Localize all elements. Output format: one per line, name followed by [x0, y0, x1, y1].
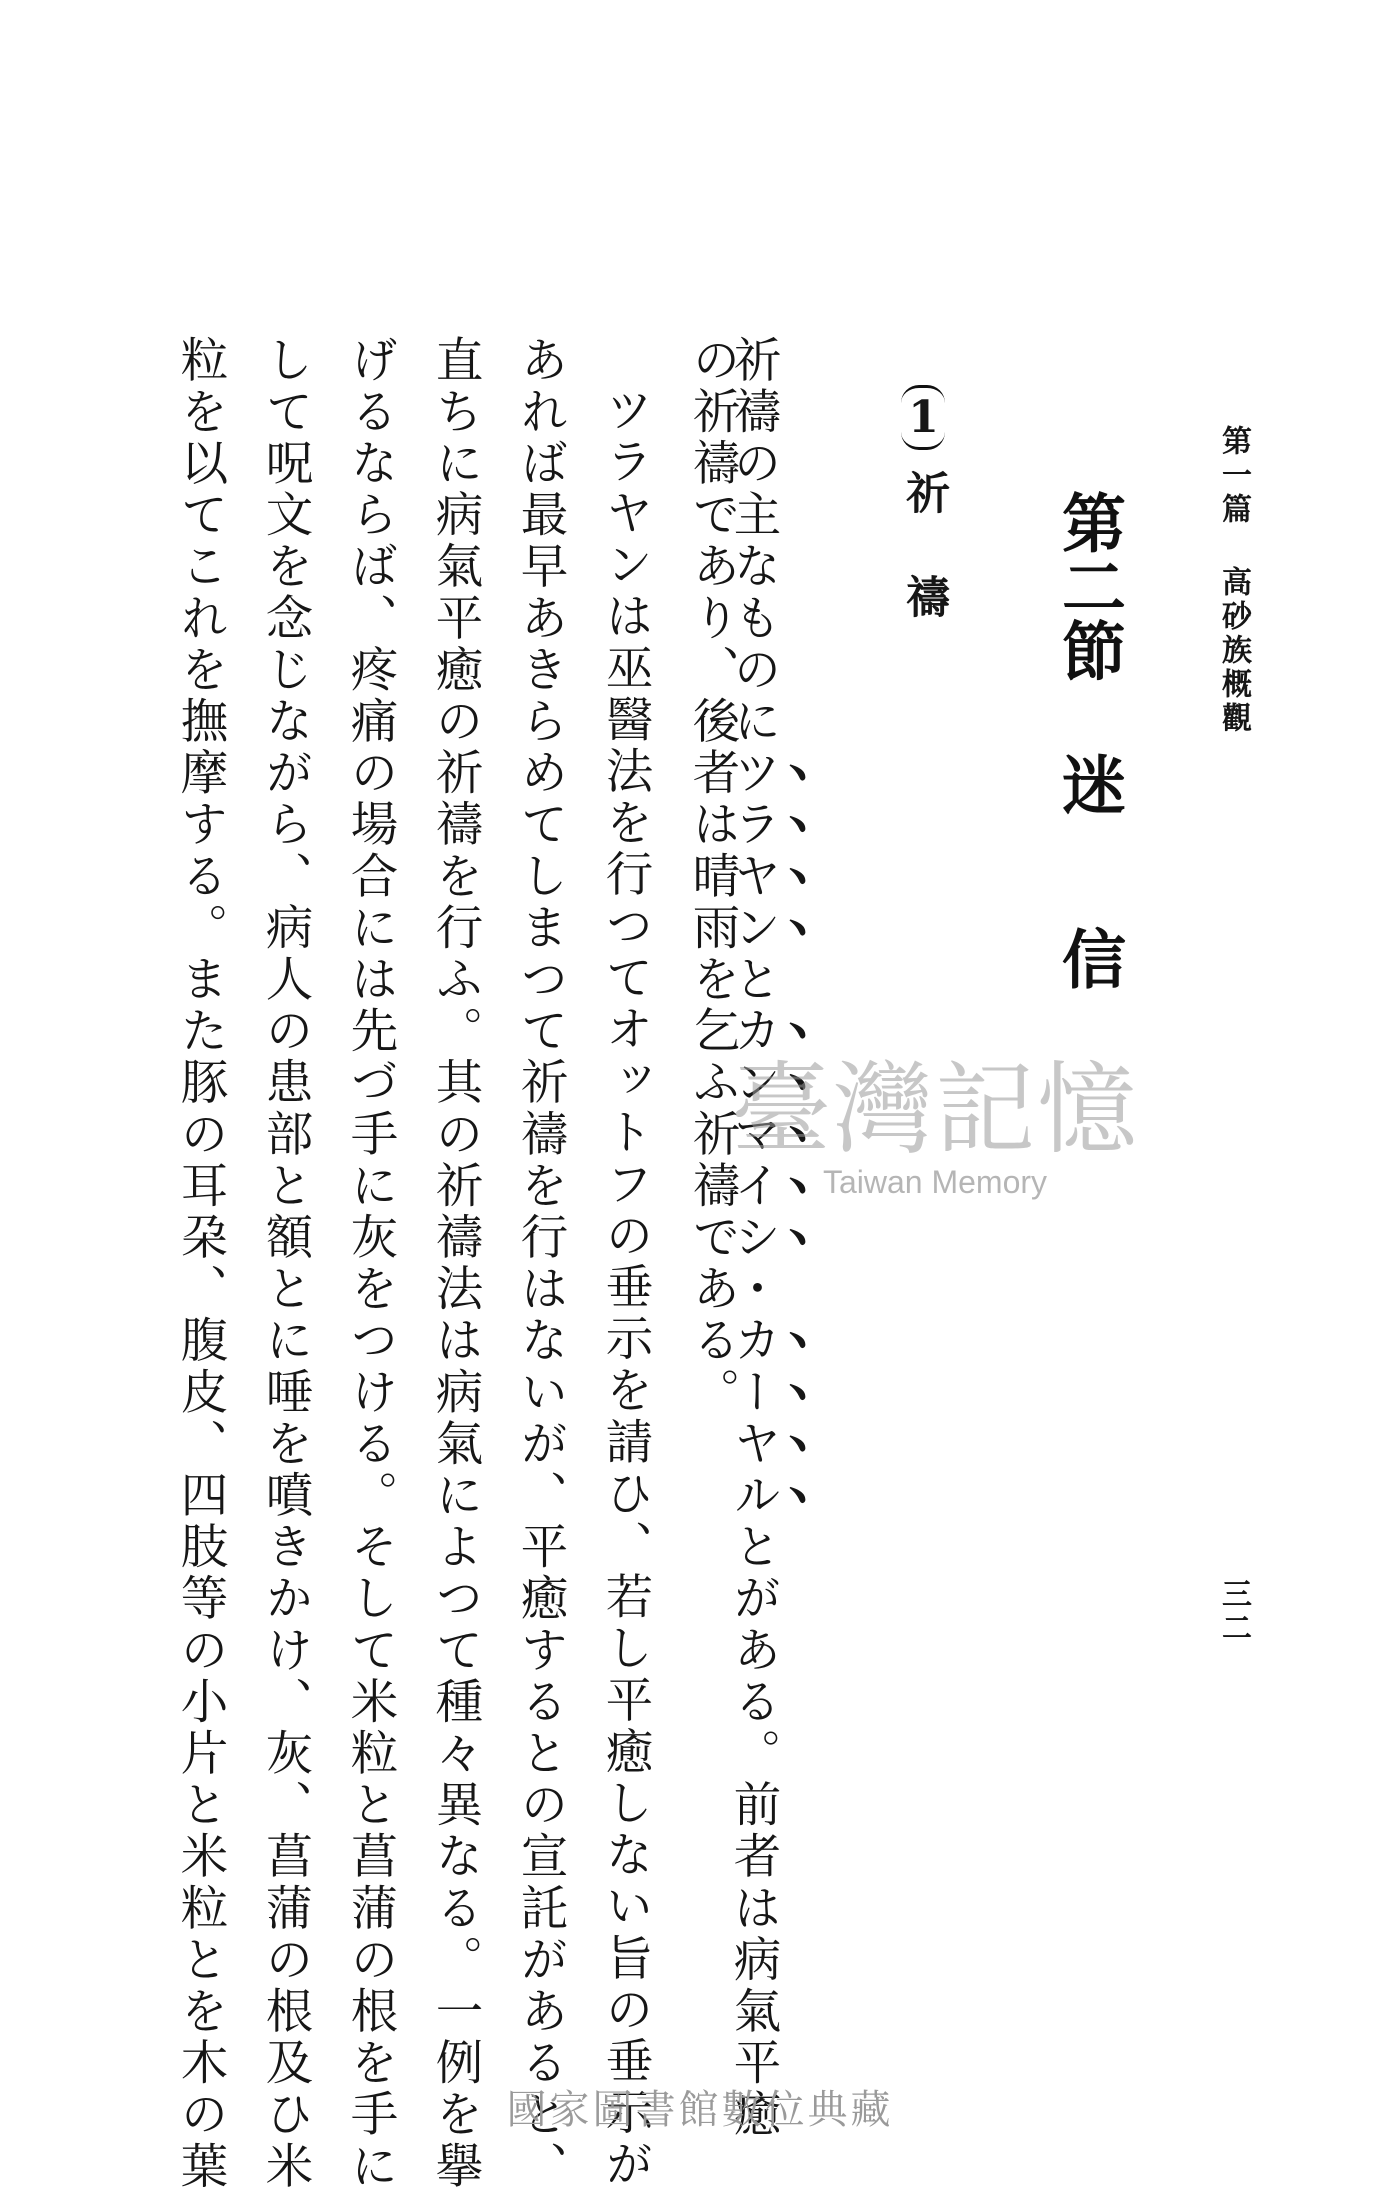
body-line-4: あれば最早あきらめてしまつて祈禱を行はないが、平癒するとの宣託があると、 [512, 335, 567, 2193]
library-footer: 國家圖書館數位典藏 [506, 2087, 894, 2133]
section-title-part2: 信 [1051, 926, 1126, 990]
section-heading [1051, 490, 1126, 990]
subsection-title-part2: 禱 [898, 574, 949, 618]
subsection-number: 1 [901, 385, 945, 450]
body-line-1-a: 祈禱の主なものに [725, 335, 780, 748]
body-line-1-b: と [725, 954, 780, 1006]
running-title: 第一篇 高砂族概觀 [1216, 425, 1251, 736]
term-turayan: ツラヤン [725, 747, 780, 955]
subsection-heading [898, 385, 949, 618]
section-number: 第二節 [1051, 490, 1126, 682]
body-line-8: 粒を以てこれを撫摩する。また豚の耳朶、腹皮、四肢等の小片と米粒とを木の葉 [172, 335, 227, 2193]
body-line-7: して呪文を念じながら、病人の患部と額とに唾を噴きかけ、灰、菖蒲の根及ひ米 [257, 335, 312, 2193]
body-line-2: の祈禱であり、後者は晴雨を乞ふ祈禱である。 [684, 335, 739, 1419]
body-line-5: 直ちに病氣平癒の祈禱を行ふ。其の祈禱法は病氣によつて種々異なる。一例を擧 [427, 335, 482, 2193]
term-kanmaishi-kaayaru: カンマイシ・カーヤル [725, 1005, 780, 1522]
section-title-part1: 迷 [1051, 752, 1126, 816]
watermark-chinese: 臺灣記憶 [731, 1051, 1139, 1168]
body-line-1-c: とがある。前者は病氣平癒 [725, 1521, 780, 2142]
page-number: 三二 [1216, 1578, 1251, 1646]
subsection-title-part1: 祈 [898, 470, 949, 514]
watermark-english: Taiwan Memory [822, 1164, 1048, 1200]
body-line-3: ツラヤンは巫醫法を行つてオットフの垂示を請ひ、若し平癒しない旨の垂示が [597, 385, 652, 2191]
body-line-6: げるならば、疼痛の場合には先づ手に灰をつける。そして米粒と菖蒲の根を手に [342, 335, 397, 2193]
